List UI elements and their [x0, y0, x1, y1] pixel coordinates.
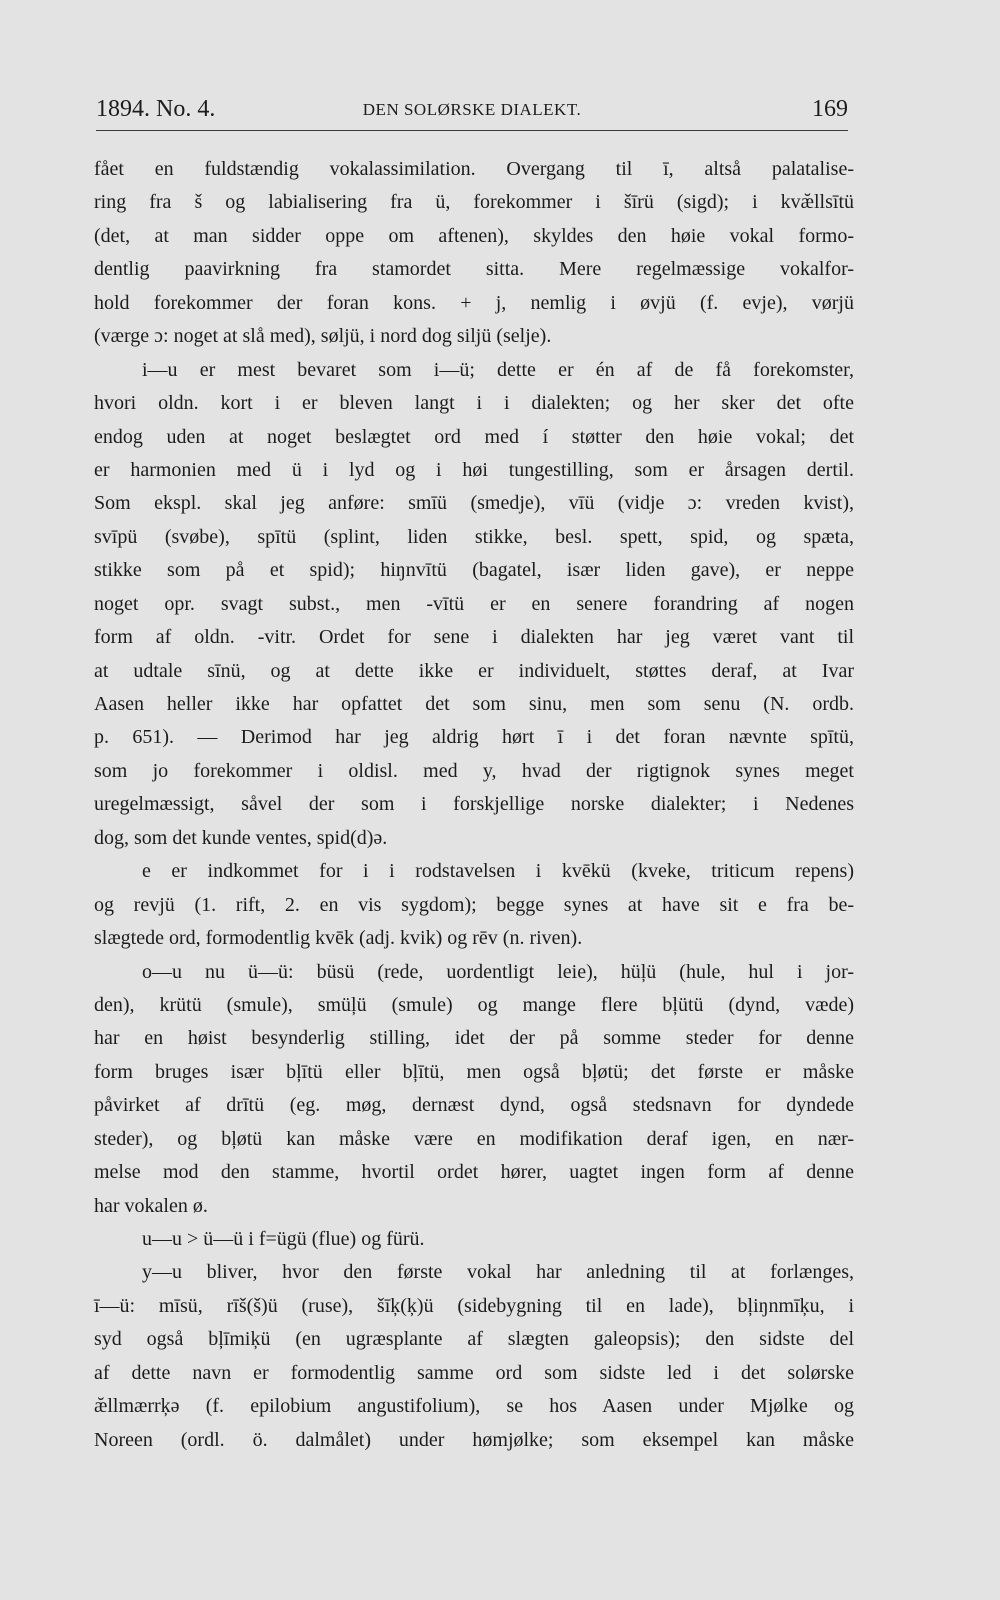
text-line: ī—ü: mīsü, rīš(š)ü (ruse), šīķ(ķ)ü (sidebygning til en lade), bļiŋnmīķu, i [94, 1294, 854, 1317]
text-line: dentlig paavirkning fra stamordet sitta. Mere regelmæssige vokalfor- [94, 258, 854, 281]
text-line: som jo forekommer i oldisl. med y, hvad der rigtignok synes meget [94, 759, 854, 782]
text-line: slægtede ord, formodentlig kvēk (adj. kvik) og rēv (n. riven). [94, 927, 583, 950]
text-line: noget opr. svagt subst., men -vītü er en senere forandring af nogen [94, 592, 854, 615]
text-line: p. 651). — Derimod har jeg aldrig hørt ī i det foran nævnte spītü, [94, 726, 854, 749]
text-line: er harmonien med ü i lyd og i høi tungestilling, som er årsagen dertil. [94, 458, 854, 481]
text-line: syd også bļīmiķü (en ugræsplante af slægten galeopsis); den sidste del [94, 1328, 854, 1351]
running-header [96, 96, 848, 131]
text-line: stikke som på et spid); hiŋnvītü (bagatel, især liden gave), er neppe [94, 559, 854, 582]
text-line: form bruges især bļītü eller bļītü, men også bļøtü; det første er måske [94, 1060, 854, 1083]
body-text [94, 153, 854, 1457]
text-line: y—u bliver, hvor den første vokal har anledning til at forlænges, [142, 1261, 854, 1284]
text-line: e er indkommet for i i rodstavelsen i kvēkü (kveke, triticum repens) [142, 860, 854, 883]
header-title: DEN SOLØRSKE DIALEKT. [362, 100, 582, 119]
text-line: steder), og bļøtü kan måske være en modifikation deraf igen, en nær- [94, 1127, 854, 1150]
header-issue: 1894. No. 4. [96, 96, 216, 122]
text-line: svīpü (svøbe), spītü (splint, liden stikke, besl. spett, spid, og spæta, [94, 525, 854, 548]
text-line: har vokalen ø. [94, 1194, 208, 1217]
text-line: dog, som det kunde ventes, spid(d)ə. [94, 826, 388, 849]
text-line: form af oldn. -vitr. Ordet for sene i dialekten har jeg været vant til [94, 626, 854, 649]
text-line: påvirket af drītü (eg. møg, dernæst dynd, også stedsnavn for dyndede [94, 1094, 854, 1117]
text-line: endog uden at noget beslægtet ord med í støtter den høie vokal; det [94, 425, 854, 448]
page-number: 169 [812, 96, 848, 122]
text-line: Aasen heller ikke har opfattet det som sinu, men som senu (N. ordb. [94, 693, 854, 715]
text-line: ring fra š og labialisering fra ü, forekommer i šīrü (sigd); i kvæ̆llsītü [94, 191, 854, 214]
text-line: i—u er mest bevaret som i—ü; dette er én af de få forekomster, [142, 358, 854, 381]
text-line: hvori oldn. kort i er bleven langt i i dialekten; og her sker det ofte [94, 392, 854, 415]
text-line: u—u > ü—ü i f=ügü (flue) og fürü. [142, 1228, 425, 1250]
text-line: af dette navn er formodentlig samme ord som sidste led i det solørske [94, 1361, 854, 1384]
text-line: (værge ɔ: noget at slå med), søljü, i nord dog siljü (selje). [94, 325, 552, 348]
text-line: fået en fuldstændig vokalassimilation. Overgang til ī, altså palatalise- [94, 158, 854, 180]
text-line: (det, at man sidder oppe om aftenen), skyldes den høie vokal formo- [94, 224, 854, 247]
text-line: at udtale sīnü, og at dette ikke er individuelt, støttes deraf, at Ivar [94, 659, 854, 682]
text-line: og revjü (1. rift, 2. en vis sygdom); begge synes at have sit e fra be- [94, 893, 854, 916]
text-line: Som ekspl. skal jeg anføre: smīü (smedje), vīü (vidje ɔ: vreden kvist), [94, 492, 854, 515]
text-line: Noreen (ordl. ö. dalmålet) under hømjølke; som eksempel kan måske [94, 1428, 854, 1451]
text-line: melse mod den stamme, hvortil ordet hører, uagtet ingen form af denne [94, 1161, 854, 1184]
text-line: æ̆llmærrķə (f. epilobium angustifolium), se hos Aasen under Mjølke og [94, 1395, 854, 1418]
text-line: hold forekommer der foran kons. + j, nemlig i øvjü (f. evje), vørjü [94, 291, 854, 314]
text-line: uregelmæssigt, såvel der som i forskjellige norske dialekter; i Nedenes [94, 793, 854, 816]
text-line: den), krütü (smule), smüļü (smule) og mange flere bļütü (dynd, væde) [94, 993, 854, 1016]
text-line: har en høist besynderlig stilling, idet der på somme steder for denne [94, 1027, 854, 1050]
text-line: o—u nu ü—ü: büsü (rede, uordentligt leie), hüļü (hule, hul i jor- [142, 960, 854, 983]
